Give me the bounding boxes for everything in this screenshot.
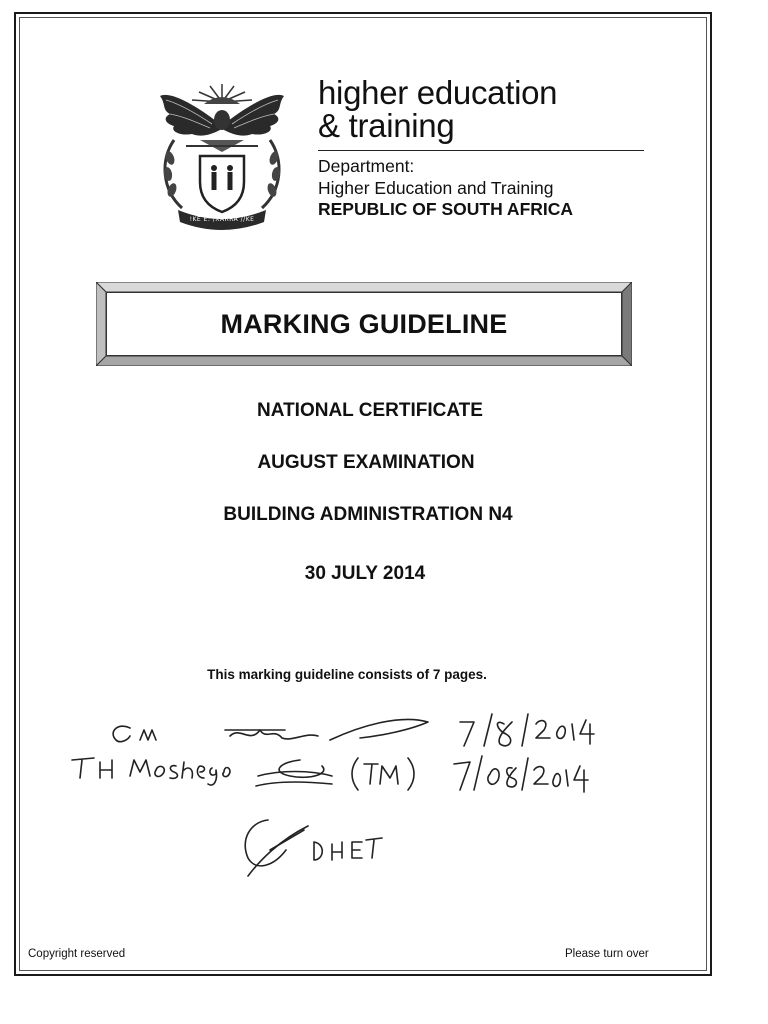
svg-text:!KE E: /XARRA //KE: !KE E: /XARRA //KE <box>189 216 255 223</box>
exam-date: 30 JULY 2014 <box>304 563 426 584</box>
department-name: Higher Education and Training <box>318 178 554 198</box>
country-name: REPUBLIC OF SOUTH AFRICA <box>318 199 574 219</box>
certificate-line: NATIONAL CERTIFICATE <box>257 400 483 421</box>
coat-of-arms-icon <box>152 80 292 230</box>
examination-line: AUGUST EXAMINATION <box>257 452 475 473</box>
copyright-notice: Copyright reserved <box>28 948 126 960</box>
logo-divider <box>318 150 644 151</box>
page-count-note: This marking guideline consists of 7 pages. <box>207 667 487 682</box>
logo-wordmark <box>318 76 557 142</box>
handwritten-signatures <box>60 700 620 900</box>
turn-over-note: Please turn over <box>565 948 649 960</box>
logo-line-2: & training <box>318 107 455 144</box>
logo-line-1: higher education <box>318 74 558 111</box>
subject-line: BUILDING ADMINISTRATION N4 <box>223 504 513 525</box>
document-title: MARKING GUIDELINE <box>220 308 508 339</box>
department-label: Department: <box>318 156 415 176</box>
